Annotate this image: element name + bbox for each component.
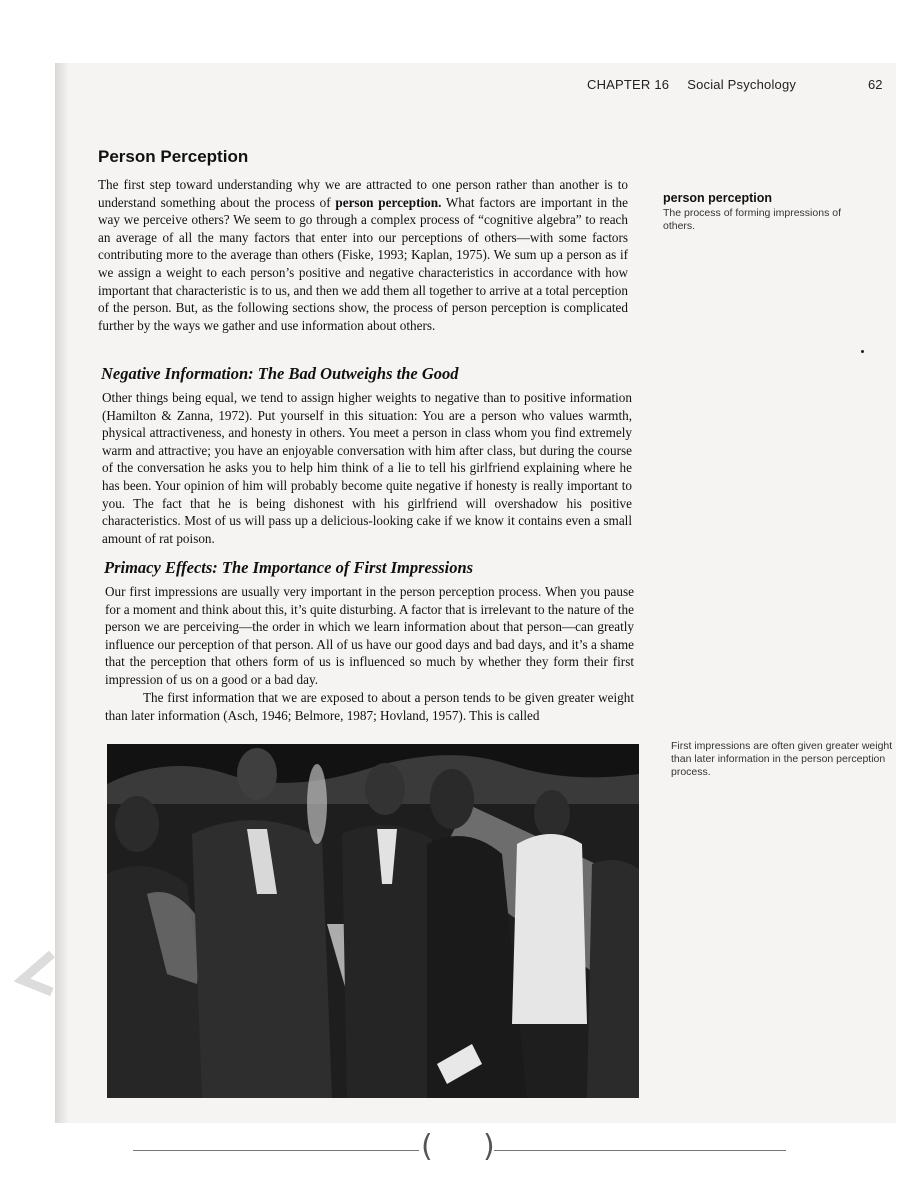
subheading-negative-information: Negative Information: The Bad Outweighs the Good bbox=[101, 364, 459, 383]
speck-dot bbox=[861, 350, 864, 353]
margin-glossary-definition: The process of forming impressions of others. bbox=[663, 207, 841, 232]
footer-right-bracket: ) bbox=[483, 1129, 495, 1164]
margin-glossary-term: person perception bbox=[663, 191, 773, 205]
subheading-primacy-effects: Primacy Effects: The Importance of First Impressions bbox=[104, 558, 474, 577]
paragraph-intro-text-a: The first step toward understanding why we are attracted to one person rather than another is to understand something about the process of bbox=[98, 177, 628, 210]
paragraph-first-information: The first information that we are exposed to about a person tends to be given greater weight than later information (Asch, 1946; Belmore, 1987; Hovland, 1957). This is called bbox=[105, 690, 634, 723]
photo-illustration bbox=[107, 744, 639, 1098]
running-header bbox=[587, 77, 796, 92]
paragraph-primacy-effects: Our first impressions are usually very important in the person perception process. When you pause for a moment and think about this, it’s quite disturbing. A factor that is irrelevant to the nature of the person we are perceiving—the order in which we learn information about that person—can greatly influence our perception of that person. All of us have our good days and bad days, and it’s a shame that the perception that others form of us is influenced so much by whether they form their first impression of us on a good or a bad day. bbox=[105, 584, 634, 687]
footer-left-bracket: ( bbox=[421, 1129, 433, 1164]
chapter-title: Social Psychology bbox=[687, 77, 797, 92]
footer-rule-left bbox=[133, 1150, 419, 1151]
photo-caption: First impressions are often given greater weight than later information in the person perception process. bbox=[671, 740, 893, 778]
paragraph-intro-text-b: What factors are important in the way we perceive others? We seem to go through a complex process of “cognitive algebra” to reach an average of all the many factors that enter into our perceptions of others—with some factors contributing more to the average than others (Fiske, 1993; Kaplan, 1975). We sum up a person as if we assign a weight to each person’s positive and negative characteristics in accordance with how important that characteristic is to us, and then we add them all together to arrive at a total perception of the person. But, as the following sections show, the process of person perception is complicated further by the ways we gather and use information about others. bbox=[98, 194, 628, 333]
paragraph-negative-information: Other things being equal, we tend to assign higher weights to negative than to positive information (Hamilton & Zanna, 1972). Put yourself in this situation: You are a person who values warmth, physical attractiveness, and honesty in others. You meet a person in class whom you find extremely warm and attractive; you have an enjoyable conversation with him after class, but during the course of the conversation he asks you to help him think of a lie to tell his girlfriend explaining where he has been. Your opinion of him will probably become quite negative if honesty is really important to you. The fact that he is being dishonest with his girlfriend will overshadow his positive characteristics. Most of us will pass up a delicious-looking cake if we know it contains even a small amount of rat poison. bbox=[102, 390, 632, 546]
key-term: person perception. bbox=[335, 194, 442, 210]
footer-rule-right bbox=[494, 1150, 786, 1151]
photo-people-meeting bbox=[107, 744, 639, 1098]
page-number: 62 bbox=[868, 77, 883, 92]
chevron-left-icon bbox=[14, 950, 58, 996]
chapter-label: CHAPTER 16 bbox=[587, 77, 670, 92]
paragraph-intro bbox=[98, 176, 628, 334]
section-title: Person Perception bbox=[98, 147, 249, 166]
